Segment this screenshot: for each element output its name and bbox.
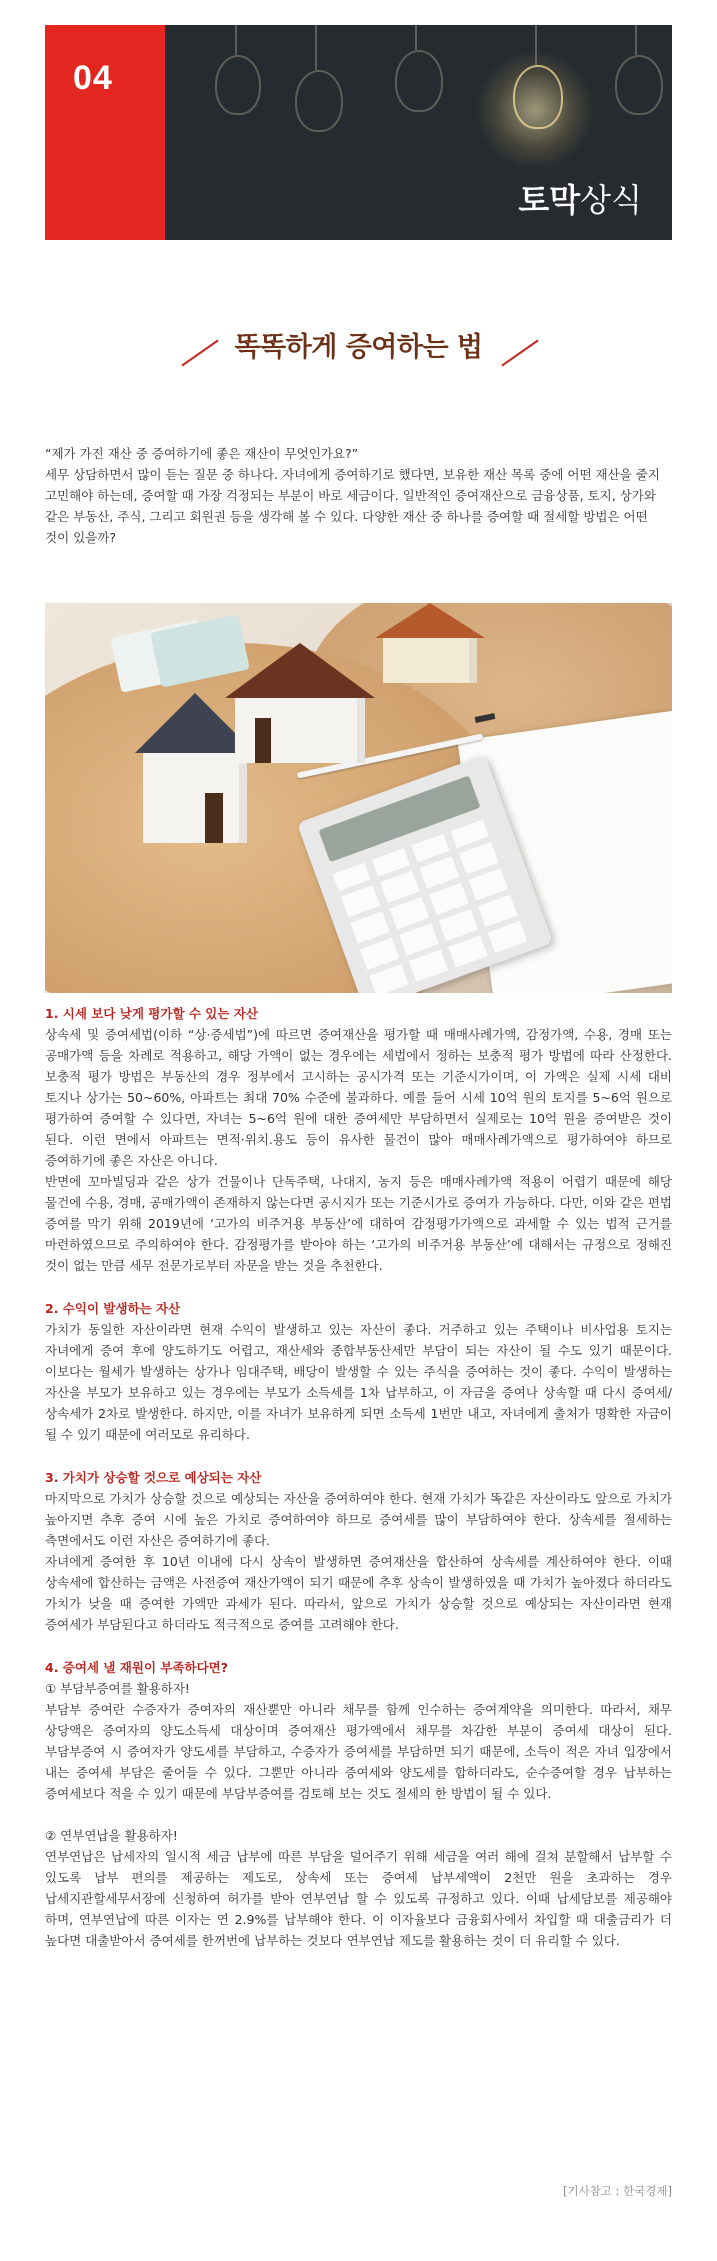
light-bulb-icon: [615, 55, 663, 115]
section-heading: 1. 시세 보다 낮게 평가할 수 있는 자산: [45, 1006, 258, 1021]
light-bulb-icon: [295, 70, 343, 132]
light-bulb-icon: [513, 65, 563, 129]
section-paragraph: 마지막으로 가치가 상승할 것으로 예상되는 자산을 증여하여야 한다. 현재 가치가 똑같은 자산이라도 앞으로 가치가 높아지면 추후 증여 시에 높은 가치로 증여하여야 하므로 증여세를 많이 부담하여야 한다. 상속세를 절세하는 측면에서도 이런 자산은 증여하기에 좋다.: [45, 1491, 672, 1548]
lamp-wire: [415, 25, 417, 50]
section-paragraph: 가치가 동일한 자산이라면 현재 수익이 발생하고 있는 자산이 좋다. 거주하고 있는 주택이나 비사업용 토지는 자녀에게 증여 후에 양도하기도 어렵고, 재산세와 종합부동산세만 부담이 되는 자산이 될 수도 있기 때문이다. 이보다는 월세가 발생하는 상가나 임대주택, 배당이 발생할 수 있는 주식을 증여하는 것이 좋다. 수익이 발생하는 자산을 부모가 보유하고 있는 경우에는 부모가 소득세를 1차 납부하고, 이 자금을 증여나 상속할 때 다시 증여세/상속세가 2차로 발생한다. 하지만, 이를 자녀가 보유하게 되면 소득세 1번만 내고, 자녀에게 출처가 명확한 자금이 될 수 있기 때문에 여러모로 유리하다.: [45, 1322, 672, 1442]
section-paragraph: 자녀에게 증여한 후 10년 이내에 다시 상속이 발생하면 증여재산을 합산하여 상속세를 계산하여야 한다. 이때 상속세에 합산하는 금액은 사전증여 재산가액이 되기 때문에 추후 상속이 발생하였을 때 가치가 높아졌다 하더라도 가치가 낮을 때 증여한 가액만 과세가 된다. 따라서, 앞으로 가치가 상승할 것으로 예상되는 자산이라면 현재 증여세가 부담된다고 하더라도 적극적으로 증여를 고려해야 한다.: [45, 1554, 672, 1632]
lamp-wire: [635, 25, 637, 55]
issue-number-box: [45, 25, 165, 240]
lamp-wire: [535, 25, 537, 65]
house-model-icon: [375, 603, 485, 683]
issue-number: 04: [73, 59, 113, 97]
house-roof: [375, 603, 485, 638]
intro-quote: “제가 가진 재산 중 증여하기에 좋은 재산이 무엇인가요?”: [45, 446, 359, 461]
house-door: [255, 718, 271, 763]
section-paragraph: 연부연납은 납세자의 일시적 세금 납부에 따른 부담을 덜어주기 위해 세금을 여러 해에 걸쳐 분할해서 납부할 수 있도록 납부 편의를 제공하는 제도로, 상속세 또는 증여세 납부세액이 2천만 원을 초과하는 경우 납세지관할세무서장에 신청하여 허가를 받아 연부연납 할 수 있도록 규정하고 있다. 이때 납세담보를 제공해야 하며, 연부연납에 따른 이자는 연 2.9%를 납부해야 한다. 이 이자율보다 금융회사에서 차입할 때 대출금리가 더 높다면 대출받아서 증여세를 한꺼번에 납부하는 것보다 연부연납 제도를 활용하는 것이 더 유리할 수 있다.: [45, 1849, 672, 1948]
section-4: [45, 1657, 672, 1951]
light-bulb-icon: [395, 50, 443, 112]
intro-paragraph: 세무 상담하면서 많이 듣는 질문 중 하나다. 자녀에게 증여하기로 했다면, 보유한 재산 목록 중에 어떤 재산을 줄지 고민해야 하는데, 증여할 때 가장 걱정되는 부분이 바로 세금이다. 일반적인 증여재산으로 금융상품, 토지, 상가와 같은 부동산, 주식, 그리고 회원권 등을 생각해 볼 수 있다. 다양한 재산 중 하나를 증여할 때 절세할 방법은 어떤 것이 있을까?: [45, 467, 660, 545]
subsection-title: ② 연부연납을 활용하자!: [45, 1828, 178, 1843]
house-door: [205, 793, 223, 843]
section-heading: 2. 수익이 발생하는 자산: [45, 1301, 181, 1316]
house-calculator-photo: [45, 603, 672, 993]
section-heading: 3. 가치가 상승할 것으로 예상되는 자산: [45, 1470, 262, 1485]
section-paragraph: 부담부 증여란 수증자가 증여자의 재산뿐만 아니라 채무를 함께 인수하는 증여계약을 의미한다. 따라서, 채무 상당액은 증여자의 양도소득세 대상이며 증여재산 평가액에서 채무를 차감한 부분이 증여세 대상이 된다. 부담부증여 시 증여자가 양도세를 부담하고, 수증자가 증여세를 부담하면 되기 때문에, 소득이 적은 자녀 입장에서 내는 증여세 부담은 줄어들 수 있다. 그뿐만 아니라 증여세와 양도세를 합하더라도, 순수증여할 경우 납부하는 증여세보다 적을 수 있기 때문에 부담부증여를 검토해 보는 것도 절세의 한 방법이 될 수 있다.: [45, 1702, 672, 1801]
section-paragraph: 상속세 및 증여세법(이하 “상·증세법”)에 따르면 증여재산을 평가할 때 매매사례가액, 감정가액, 수용, 경매 또는 공매가액 등을 차례로 적용하고, 해당 가액이 없는 경우에는 세법에서 정하는 보충적 평가 방법에 따라 산정한다. 보충적 평가 방법은 부동산의 경우 정부에서 고시하는 공시가격 또는 기준시가이며, 이 가액은 실제 시세 대비 토지나 상가는 50~60%, 아파트는 최대 70% 수준에 불과하다. 예를 들어 시세 10억 원의 토지를 5~6억 원으로 평가하여 증여할 수 있다면, 자녀는 5~6억 원에 대한 증여세만 부담하면서 실제로는 10억 원을 증여받은 것이 된다. 이런 면에서 아파트는 면적·위치.용도 등이 유사한 물건이 많아 매매사례가액으로 평가하여야 하므로 증여하기에 좋은 자산은 아니다.: [45, 1027, 672, 1168]
brand-title: [518, 175, 642, 221]
article-body: [45, 1003, 672, 1951]
section-heading: 4. 증여세 낼 재원이 부족하다면?: [45, 1660, 229, 1675]
house-model-icon: [225, 643, 375, 763]
paragraph-gap: [45, 1804, 672, 1825]
lamp-wire: [315, 25, 317, 70]
brand-light: 상식: [580, 182, 642, 218]
lamp-wire: [235, 25, 237, 55]
house-body: [383, 638, 477, 683]
section-1: [45, 1003, 672, 1276]
section-2: [45, 1298, 672, 1445]
house-body: [143, 753, 247, 843]
section-3: [45, 1467, 672, 1635]
header-banner: [45, 25, 672, 240]
section-paragraph: 반면에 꼬마빌딩과 같은 상가 건물이나 단독주택, 나대지, 농지 등은 매매사례가액 적용이 어렵기 때문에 해당 물건에 수용, 경매, 공매가액이 존재하지 않는다면 공시지가 또는 기준시가로 증여가 가능하다. 다만, 이와 같은 편법 증여를 막기 위해 2019년에 ‘고가의 비주거용 부동산’에 대하여 감정평가가액으로 과세할 수 있는 법적 근거를 마련하였으므로 주의하여야 한다. 감정평가를 받아야 하는 ‘고가의 비주거용 부동산’에 대해서는 규정으로 정해진 것이 없는 만큼 세무 전문가로부터 자문을 받는 것을 추천한다.: [45, 1174, 672, 1273]
page-title: 똑똑하게 증여하는 법: [234, 332, 483, 363]
title-wrap: [0, 325, 717, 364]
subsection-title: ① 부담부증여를 활용하자!: [45, 1681, 190, 1696]
brand-bold: 토막: [518, 182, 581, 218]
source-credit: [기사참고 : 한국경제]: [562, 2184, 672, 2198]
intro-text: [45, 443, 672, 548]
house-roof: [225, 643, 375, 698]
light-bulb-icon: [215, 55, 261, 115]
